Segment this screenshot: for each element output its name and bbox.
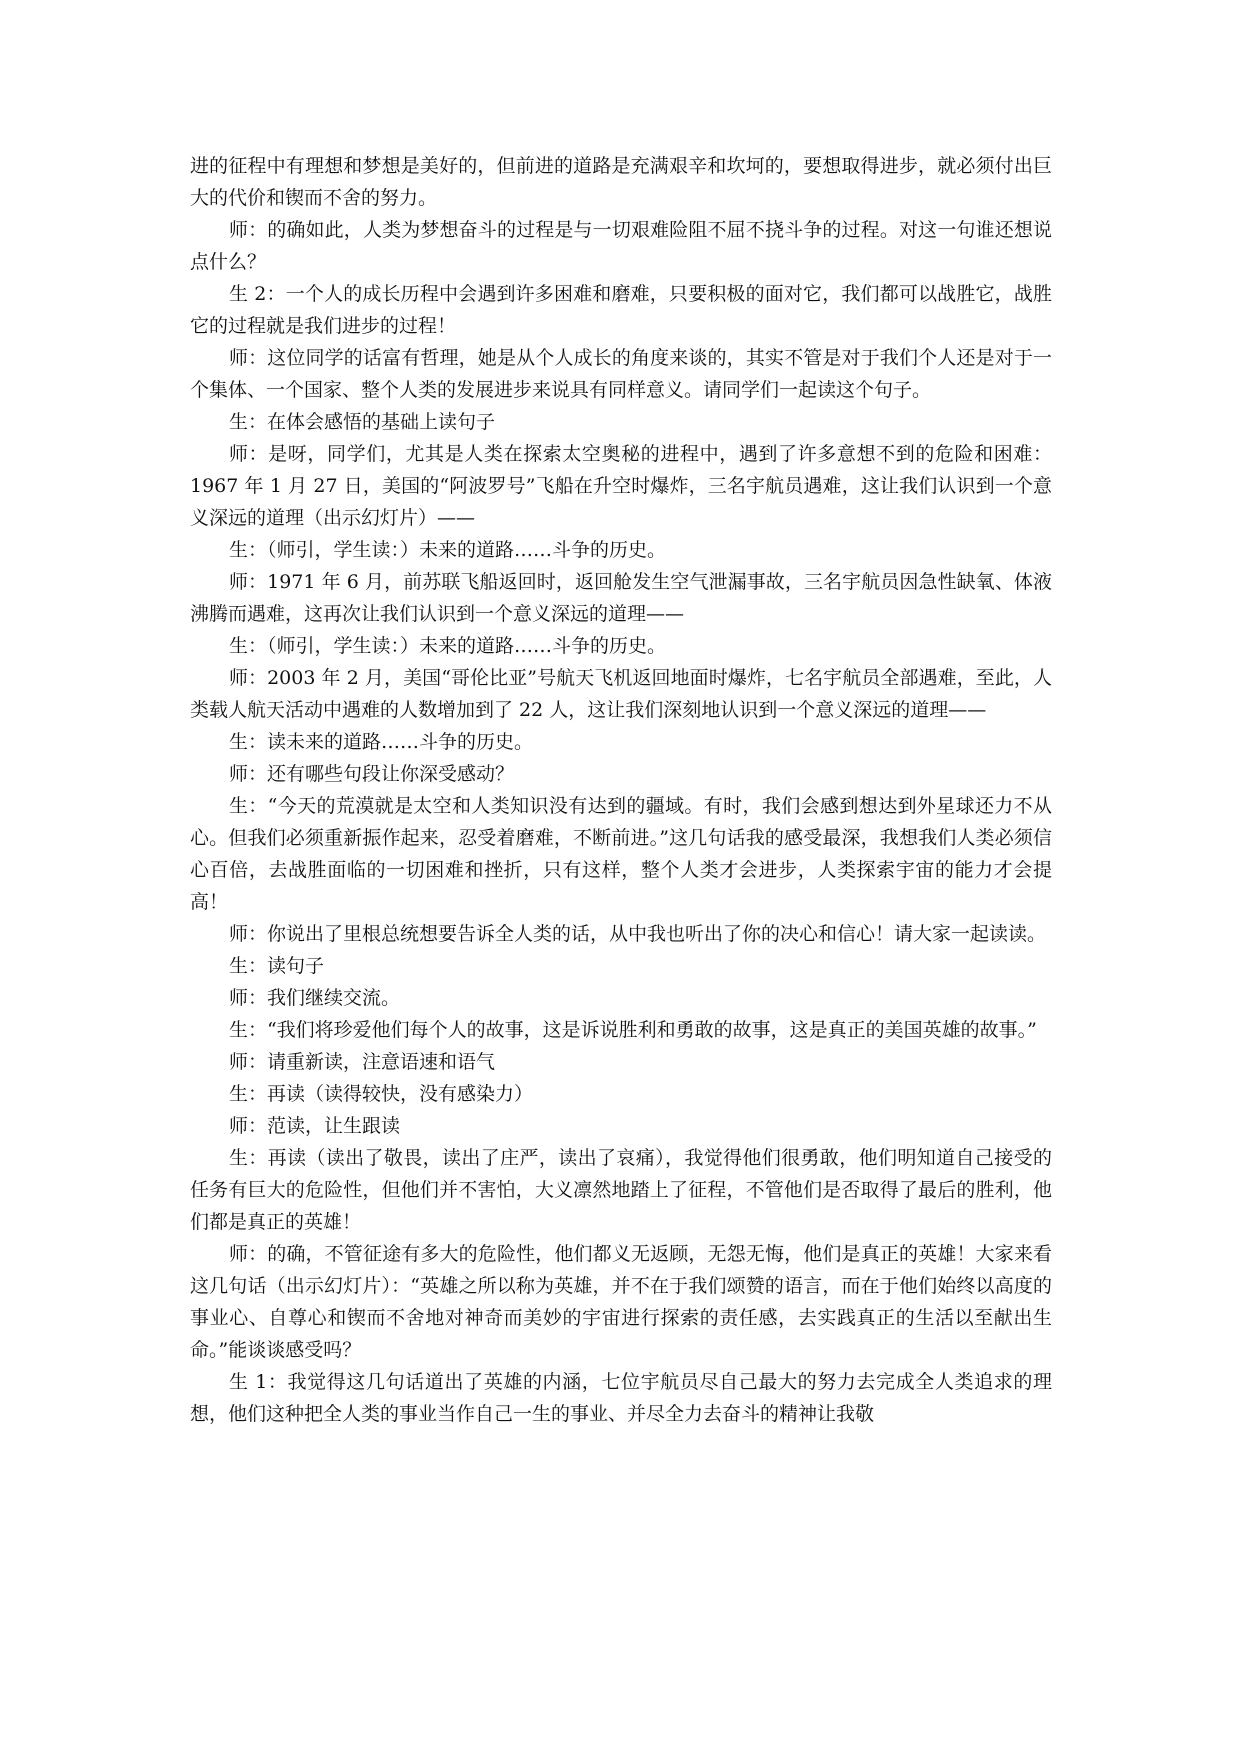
paragraph-continued: 进的征程中有理想和梦想是美好的，但前进的道路是充满艰辛和坎坷的，要想取得进步，就必须付出巨大的代价和锲而不舍的努力。 xyxy=(190,155,1052,209)
paragraph: 师：还有哪些句段让你深受感动？ xyxy=(228,763,514,785)
paragraph: 生：再读（读出了敬畏，读出了庄严，读出了哀痛），我觉得他们很勇敢，他们明知道自己接受的任务有巨大的危险性，但他们并不害怕，大义凛然地踏上了征程，不管他们是否取得了最后的胜利，他们都是真正的英雄！ xyxy=(190,1147,1052,1233)
paragraph: 生 1：我觉得这几句话道出了英雄的内涵，七位宇航员尽自己最大的努力去完成全人类追求的理想，他们这种把全人类的事业当作自己一生的事业、并尽全力去奋斗的精神让我敬 xyxy=(190,1371,1052,1425)
paragraph: 生：（师引，学生读：）未来的道路……斗争的历史。 xyxy=(228,635,666,657)
paragraph: 师：是呀，同学们，尤其是人类在探索太空奥秘的进程中，遇到了许多意想不到的危险和困难：1967 年 1 月 27 日，美国的“阿波罗号”飞船在升空时爆炸，三名宇航员遇难，这让我们认识到一个意义深远的道理（出示幻灯片）—— xyxy=(190,443,1052,529)
paragraph: 师：的确如此，人类为梦想奋斗的过程是与一切艰难险阻不屈不挠斗争的过程。对这一句谁还想说点什么？ xyxy=(190,219,1052,273)
paragraph: 生：在体会感悟的基础上读句子 xyxy=(228,411,495,433)
paragraph: 生：读未来的道路……斗争的历史。 xyxy=(228,731,533,753)
paragraph: 师：1971 年 6 月，前苏联飞船返回时，返回舱发生空气泄漏事故，三名宇航员因急性缺氧、体液沸腾而遇难，这再次让我们认识到一个意义深远的道理—— xyxy=(190,571,1052,625)
paragraph: 师：我们继续交流。 xyxy=(228,987,400,1009)
paragraph: 生：“我们将珍爱他们每个人的故事，这是诉说胜利和勇敢的故事，这是真正的美国英雄的故事。” xyxy=(228,1019,1037,1041)
paragraph: 师：请重新读，注意语速和语气 xyxy=(228,1051,495,1073)
paragraph: 师：你说出了里根总统想要告诉全人类的话，从中我也听出了你的决心和信心！请大家一起读读。 xyxy=(228,923,1046,945)
paragraph: 生：“今天的荒漠就是太空和人类知识没有达到的疆域。有时，我们会感到想达到外星球还力不从心。但我们必须重新振作起来，忍受着磨难，不断前进。”这几句话我的感受最深，我想我们人类必须信心百倍，去战胜面临的一切困难和挫折，只有这样，整个人类才会进步，人类探索宇宙的能力才会提高！ xyxy=(190,795,1052,913)
paragraph: 师：范读，让生跟读 xyxy=(228,1115,400,1137)
paragraph: 生：读句子 xyxy=(228,955,324,977)
paragraph: 生：再读（读得较快，没有感染力） xyxy=(228,1083,533,1105)
paragraph: 师：这位同学的话富有哲理，她是从个人成长的角度来谈的，其实不管是对于我们个人还是对于一个集体、一个国家、整个人类的发展进步来说具有同样意义。请同学们一起读这个句子。 xyxy=(190,347,1052,401)
document-page xyxy=(190,150,1052,1430)
paragraph: 生：（师引，学生读：）未来的道路……斗争的历史。 xyxy=(228,539,666,561)
paragraph: 师：2003 年 2 月，美国“哥伦比亚”号航天飞机返回地面时爆炸，七名宇航员全部遇难，至此，人类载人航天活动中遇难的人数增加到了 22 人，这让我们深刻地认识到一个意义深远的道理—— xyxy=(190,667,1052,721)
paragraph: 师：的确，不管征途有多大的危险性，他们都义无返顾，无怨无悔，他们是真正的英雄！大家来看这几句话（出示幻灯片）：“英雄之所以称为英雄，并不在于我们颂赞的语言，而在于他们始终以高度的事业心、自尊心和锲而不舍地对神奇而美妙的宇宙进行探索的责任感，去实践真正的生活以至献出生命。”能谈谈感受吗？ xyxy=(190,1243,1052,1361)
paragraph: 生 2：一个人的成长历程中会遇到许多困难和磨难，只要积极的面对它，我们都可以战胜它，战胜它的过程就是我们进步的过程！ xyxy=(190,283,1052,337)
